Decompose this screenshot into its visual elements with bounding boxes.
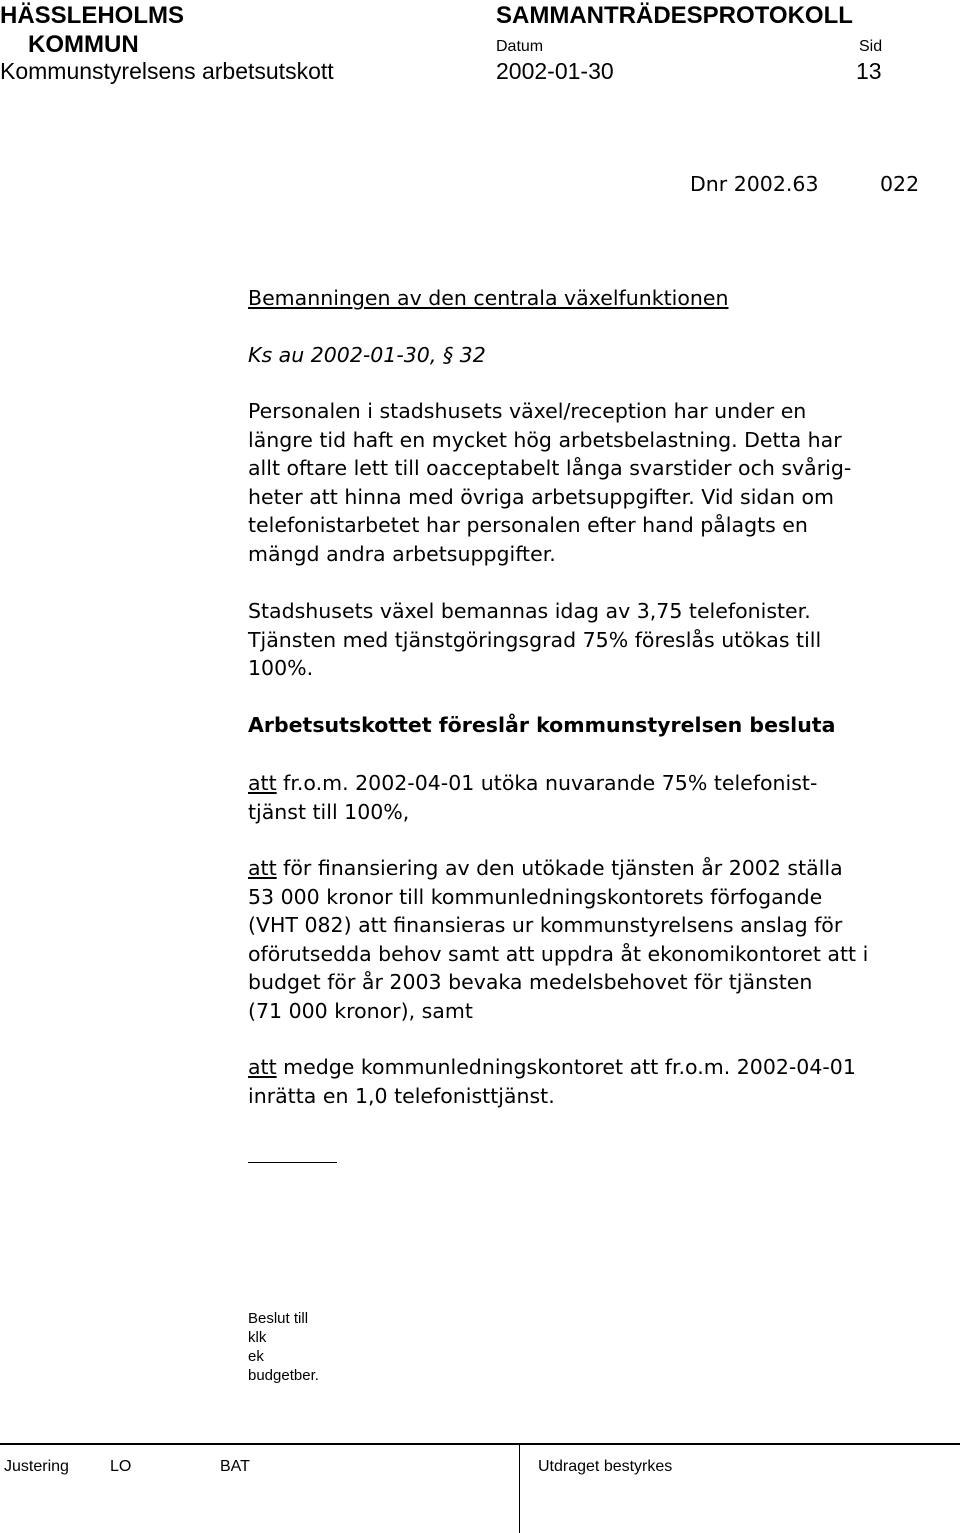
text-line: heter att hinna med övriga arbetsuppgifter. Vid sidan om bbox=[248, 484, 835, 509]
text-line: tjänst till 100%, bbox=[248, 799, 410, 824]
text-line: (VHT 082) att finansieras ur kommunstyrelsens anslag för bbox=[248, 913, 843, 938]
committee-name: Kommunstyrelsens arbetsutskott bbox=[0, 58, 334, 84]
att-keyword: att bbox=[248, 1055, 277, 1079]
decision-item-3 bbox=[248, 1053, 960, 1110]
text-line: 100%. bbox=[248, 656, 314, 681]
text-line: oförutsedda behov samt att uppdra åt ekonomikontoret att i bbox=[248, 941, 869, 966]
footer-divider bbox=[519, 1443, 520, 1533]
text-line: längre tid haft en mycket hög arbetsbelastning. Detta har bbox=[248, 427, 842, 452]
note-line: ek bbox=[248, 1348, 264, 1365]
text-line: telefonistarbetet har personalen efter hand pålagts en bbox=[248, 513, 808, 538]
text-line: Tjänsten med tjänstgöringsgrad 75% föreslås utökas till bbox=[248, 627, 822, 652]
decision-item-1 bbox=[248, 769, 960, 826]
decision-item-2 bbox=[248, 854, 960, 1026]
text-line: Stadshusets växel bemannas idag av 3,75 telefonister. bbox=[248, 599, 811, 623]
text-line: (71 000 kronor), samt bbox=[248, 998, 473, 1023]
distribution-note bbox=[248, 1309, 319, 1385]
date-label: Datum bbox=[496, 38, 544, 55]
footer-rule bbox=[0, 1443, 960, 1445]
text-line: Personalen i stadshusets växel/reception har under en bbox=[248, 399, 807, 423]
text-line: 53 000 kronor till kommunledningskontorets förfogande bbox=[248, 884, 823, 909]
diary-number: Dnr 2002.63 bbox=[690, 172, 819, 196]
att-keyword: att bbox=[248, 771, 277, 795]
end-rule bbox=[248, 1162, 337, 1163]
text-line: mängd andra arbetsuppgifter. bbox=[248, 541, 556, 566]
signature-initials-1: LO bbox=[110, 1458, 132, 1475]
text-line: budget för år 2003 bevaka medelsbehovet för tjänsten bbox=[248, 970, 813, 995]
page-number: 13 bbox=[856, 58, 882, 84]
att-keyword: att bbox=[248, 856, 277, 880]
proposal-heading: Arbetsutskottet föreslår kommunstyrelsen besluta bbox=[248, 713, 836, 737]
matter-title: Bemanningen av den centrala växelfunktionen bbox=[248, 286, 729, 310]
text-line: inrätta en 1,0 telefonisttjänst. bbox=[248, 1083, 555, 1108]
note-line: budgetber. bbox=[248, 1367, 319, 1384]
note-line: Beslut till bbox=[248, 1310, 309, 1327]
document-type: SAMMANTRÄDESPROTOKOLL bbox=[496, 2, 853, 29]
staffing-paragraph bbox=[248, 597, 960, 683]
extract-certified-label: Utdraget bestyrkes bbox=[538, 1458, 673, 1475]
page-label: Sid bbox=[859, 38, 883, 55]
meeting-date: 2002-01-30 bbox=[496, 58, 614, 84]
text-line: fr.o.m. 2002-04-01 utöka nuvarande 75% telefonist- bbox=[276, 771, 818, 795]
justering-label: Justering bbox=[4, 1458, 69, 1475]
diary-code: 022 bbox=[880, 172, 920, 196]
org-name-line2: KOMMUN bbox=[28, 31, 139, 58]
note-line: klk bbox=[248, 1329, 267, 1346]
signature-initials-2: BAT bbox=[220, 1458, 250, 1475]
background-paragraph bbox=[248, 397, 960, 569]
text-line: för finansiering av den utökade tjänsten år 2002 ställa bbox=[276, 856, 843, 880]
org-name-line1: HÄSSLEHOLMS bbox=[0, 2, 185, 29]
text-line: allt oftare lett till oacceptabelt långa svarstider och svårig- bbox=[248, 456, 852, 481]
text-line: medge kommunledningskontoret att fr.o.m. 2002-04-01 bbox=[276, 1055, 856, 1079]
meeting-reference: Ks au 2002-01-30, § 32 bbox=[248, 343, 486, 367]
